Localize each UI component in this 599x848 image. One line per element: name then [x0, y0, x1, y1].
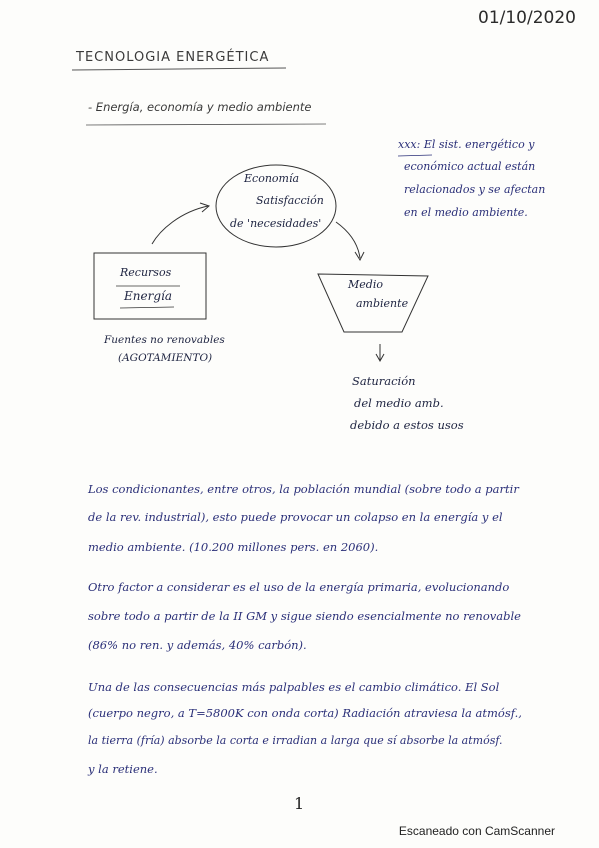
saturation-label-2: del medio amb. — [354, 396, 444, 410]
energy-label: Energía — [124, 289, 172, 303]
environment-label-2: ambiente — [356, 297, 409, 310]
paragraph-3-line-2: (cuerpo negro, a T=5800K con onda corta) Radiación atraviesa la atmósf., — [88, 706, 522, 720]
paragraph-1-line-2: de la rev. industrial), esto puede provocar un colapso en la energía y el — [88, 510, 503, 524]
paragraph-3-line-1: Una de las consecuencias más palpables es el cambio climático. El Sol — [88, 680, 500, 694]
arrow-resources-to-economy — [152, 206, 208, 244]
page-number: 1 — [294, 794, 305, 813]
depletion-note: (AGOTAMIENTO) — [118, 352, 213, 364]
note-line-3: relacionados y se afectan — [404, 183, 546, 196]
paragraph-3-line-3: la tierra (fría) absorbe la corta e irradian a larga que sí absorbe la atmósf. — [88, 734, 503, 747]
subtitle-underline — [86, 124, 326, 125]
saturation-label-3: debido a estos usos — [350, 418, 464, 432]
satisfaction-label: Satisfacción — [256, 194, 324, 207]
scanner-footer: Escaneado con CamScanner — [398, 824, 555, 838]
non-renewable-note: Fuentes no renovables — [104, 334, 225, 346]
paragraph-1-line-1: Los condicionantes, entre otros, la población mundial (sobre todo a partir — [88, 482, 519, 496]
needs-label: de 'necesidades' — [230, 217, 322, 230]
note-line-4: en el medio ambiente. — [404, 206, 528, 219]
paragraph-2-line-3: (86% no ren. y además, 40% carbón). — [88, 638, 307, 652]
arrow-economy-to-environment — [336, 222, 360, 258]
economy-label: Economía — [244, 172, 300, 185]
paragraph-2-line-2: sobre todo a partir de la II GM y sigue siendo esencialmente no renovable — [88, 609, 521, 623]
paragraph-1-line-3: medio ambiente. (10.200 millones pers. en 2060). — [88, 540, 379, 554]
paragraph-3-line-4: y la retiene. — [88, 762, 158, 776]
page-title: TECNOLOGIA ENERGÉTICA — [76, 50, 270, 65]
saturation-label-1: Saturación — [352, 374, 416, 388]
note-line-1: xxx: El sist. energético y — [398, 138, 535, 151]
environment-label-1: Medio — [348, 278, 383, 291]
note-line-2: económico actual están — [404, 160, 536, 173]
title-underline — [72, 68, 286, 70]
subtitle: - Energía, economía y medio ambiente — [88, 100, 312, 114]
paragraph-2-line-1: Otro factor a considerar es el uso de la energía primaria, evolucionando — [88, 580, 510, 594]
date: 01/10/2020 — [478, 8, 576, 28]
resources-label: Recursos — [120, 266, 172, 279]
